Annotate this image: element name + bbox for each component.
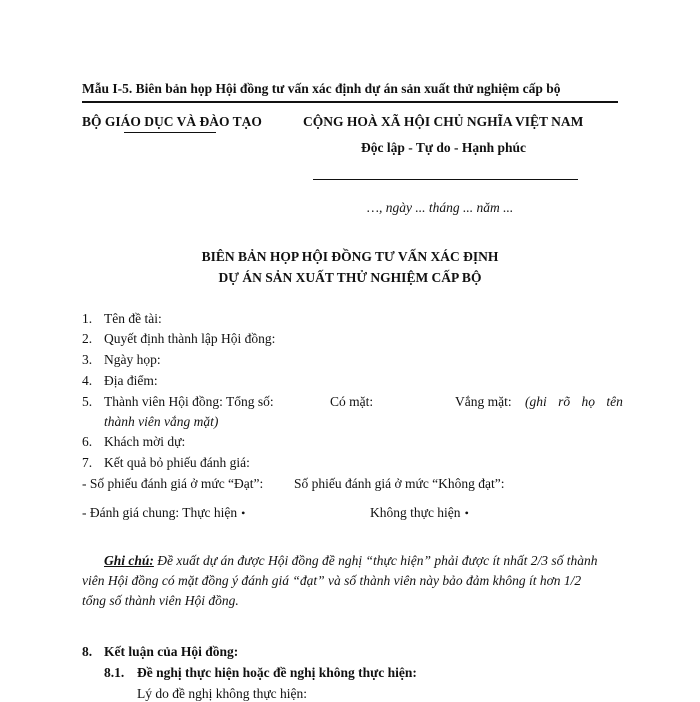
item-5-absent-note-1: (ghi rõ họ tên (525, 394, 623, 409)
item-6-label: Khách mời dự: (104, 434, 186, 449)
not-implement-row (370, 505, 469, 521)
vote-pass-label: - Số phiếu đánh giá ở mức “Đạt”: (82, 476, 264, 491)
bullet-icon (461, 505, 469, 520)
item-2-label: Quyết định thành lập Hội đồng: (104, 331, 276, 346)
note-label: Ghi chú: (104, 553, 154, 568)
header-divider (82, 101, 618, 103)
item-1-number: 1. (82, 311, 93, 326)
overall-eval-row (82, 505, 245, 521)
item-5-absent: Vắng mặt: (455, 394, 512, 409)
motto: Độc lập - Tự do - Hạnh phúc (361, 140, 527, 155)
item-7-label: Kết quả bỏ phiếu đánh giá: (104, 455, 250, 470)
note-line-1 (104, 553, 597, 569)
motto-underline (313, 179, 578, 180)
item-5-label: Thành viên Hội đồng: Tổng số: (104, 394, 274, 409)
document-title-line1: BIÊN BẢN HỌP HỘI ĐỒNG TƯ VẤN XÁC ĐỊNH (201, 249, 499, 264)
item-4-number: 4. (82, 373, 93, 388)
section-8-1-number: 8.1. (104, 665, 125, 680)
reason-label: Lý do đề nghị không thực hiện: (137, 686, 308, 701)
overall-eval-label: - Đánh giá chung: Thực hiện (82, 505, 238, 520)
item-5-absent-note-2: thành viên vắng mặt) (104, 414, 219, 429)
item-2-number: 2. (82, 331, 93, 346)
ministry-underline (124, 132, 216, 133)
ministry-name: BỘ GIÁO DỤC VÀ ĐÀO TẠO (82, 114, 262, 129)
item-5-present: Có mặt: (330, 394, 374, 409)
not-implement-label: Không thực hiện (370, 505, 461, 520)
form-header-title: Mẫu I-5. Biên bản họp Hội đồng tư vấn xác định dự án sản xuất thử nghiệm cấp bộ (82, 81, 561, 96)
item-5-number: 5. (82, 394, 93, 409)
item-3-number: 3. (82, 352, 93, 367)
section-8-1-label: Đề nghị thực hiện hoặc đề nghị không thực hiện: (137, 665, 417, 680)
item-4-label: Địa điểm: (104, 373, 158, 388)
item-1-label: Tên đề tài: (104, 311, 162, 326)
date-line: …, ngày ... tháng ... năm ... (367, 200, 514, 215)
note-text-1: Đề xuất dự án được Hội đồng đề nghị “thực hiện” phải được ít nhất 2/3 số thành (153, 553, 598, 568)
note-text-3: tổng số thành viên Hội đồng. (82, 593, 239, 608)
item-7-number: 7. (82, 455, 93, 470)
republic-name: CỘNG HOÀ XÃ HỘI CHỦ NGHĨA VIỆT NAM (303, 114, 584, 129)
item-6-number: 6. (82, 434, 93, 449)
note-text-2: viên Hội đồng có mặt đồng ý đánh giá “đạt” và số thành viên này bảo đảm không ít hơn 1/2 (82, 573, 582, 588)
document-title-line2: DỰ ÁN SẢN XUẤT THỬ NGHIỆM CẤP BỘ (218, 270, 482, 285)
vote-fail-label: Số phiếu đánh giá ở mức “Không đạt”: (294, 476, 505, 491)
section-8-label: Kết luận của Hội đồng: (104, 644, 239, 659)
section-8-number: 8. (82, 644, 93, 659)
bullet-icon (237, 505, 245, 520)
item-3-label: Ngày họp: (104, 352, 161, 367)
